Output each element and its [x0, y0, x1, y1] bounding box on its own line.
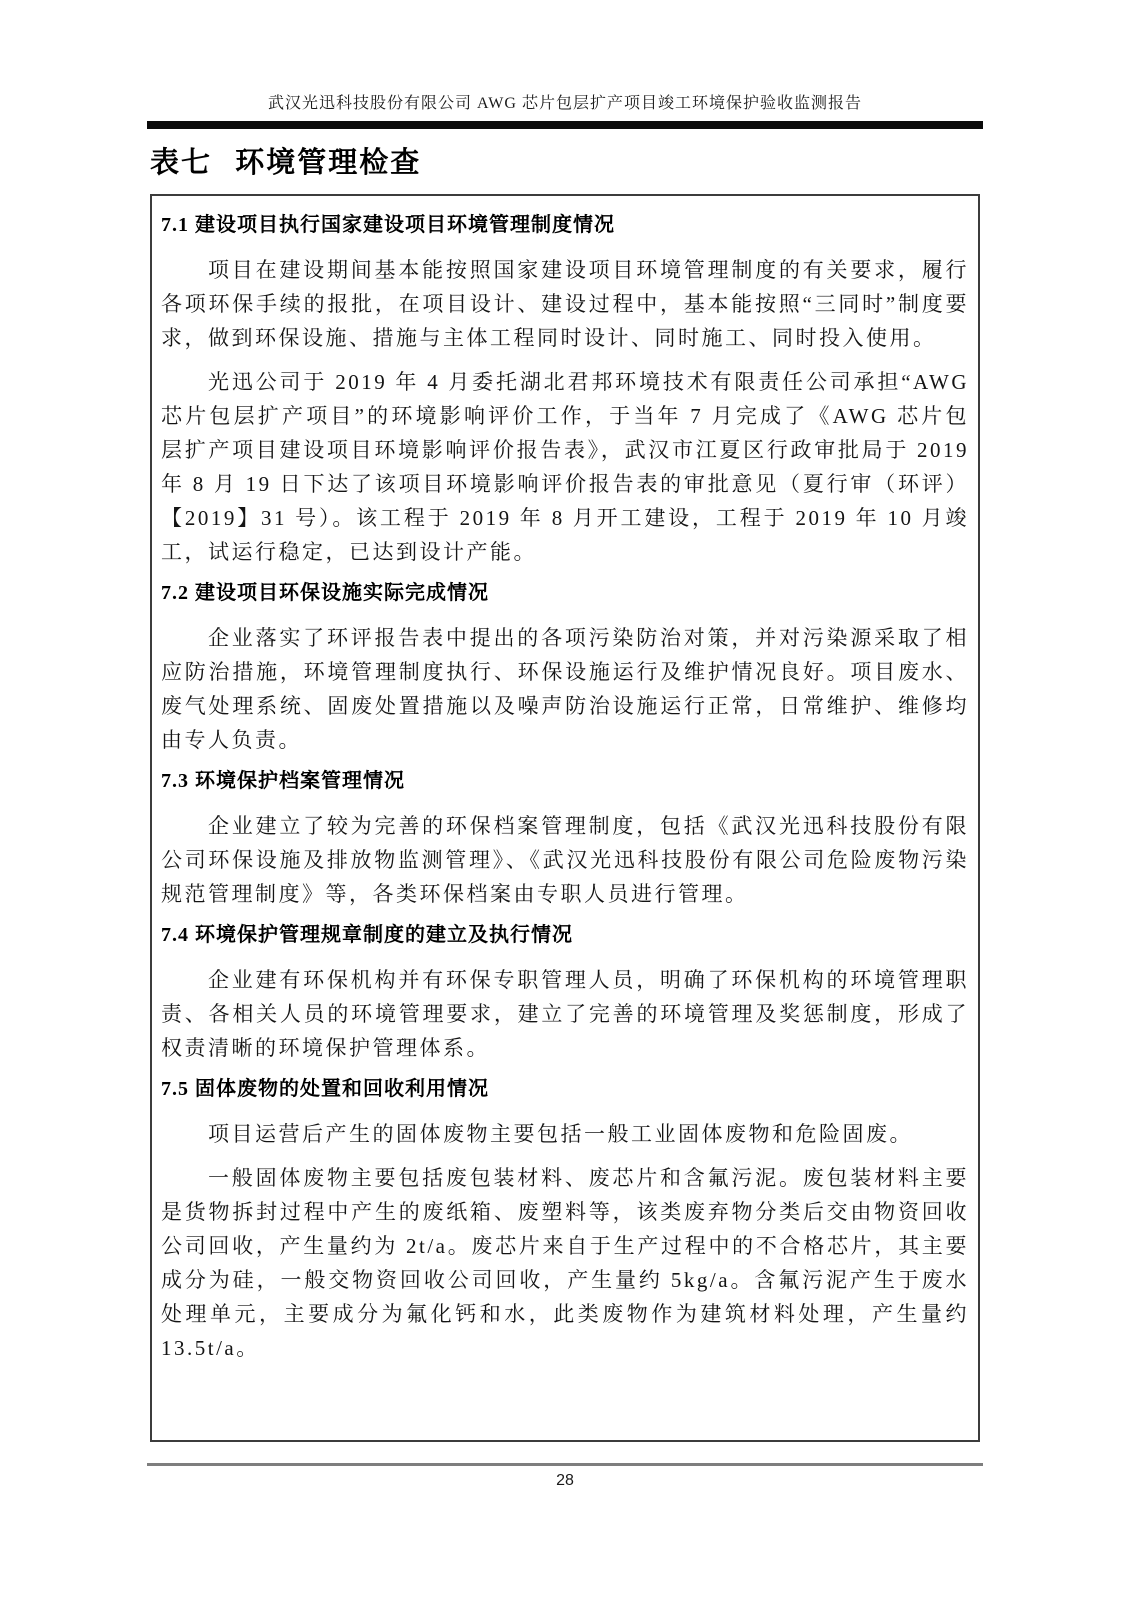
page-number: 28 [556, 1472, 574, 1489]
header-double-rule [147, 121, 983, 129]
section-7-1 [161, 211, 969, 569]
section-heading: 7.1 建设项目执行国家建设项目环境管理制度情况 [161, 214, 615, 236]
section-paragraph: 企业建立了较为完善的环保档案管理制度，包括《武汉光迅科技股份有限公司环保设施及排放物监测管理》、《武汉光迅科技股份有限公司危险废物污染规范管理制度》等，各类环保档案由专职人员进行管理。 [161, 814, 969, 906]
section-paragraph: 项目运营后产生的固体废物主要包括一般工业固体废物和危险固废。 [208, 1122, 913, 1146]
section-7-2 [161, 579, 969, 757]
section-heading: 7.4 环境保护管理规章制度的建立及执行情况 [161, 924, 573, 946]
section-7-5 [161, 1075, 969, 1365]
section-heading: 7.3 环境保护档案管理情况 [161, 770, 405, 792]
section-7-3 [161, 767, 969, 911]
page-title: 表七 环境管理检查 [150, 147, 422, 179]
footer-rule [147, 1463, 983, 1466]
report-table-box [150, 194, 980, 1442]
section-paragraph: 一般固体废物主要包括废包装材料、废芯片和含氟污泥。废包装材料主要是货物拆封过程中产生的废纸箱、废塑料等，该类废弃物分类后交由物资回收公司回收，产生量约为 2t/a。废芯片来自于生产过程中的不合格芯片，其主要成分为硅，一般交物资回收公司回收，产生量约 5kg/a。含氟污泥产生于废水处理单元，主要成分为氟化钙和水，此类废物作为建筑材料处理，产生量约 13.5t/a。 [161, 1166, 969, 1360]
running-header: 武汉光迅科技股份有限公司 AWG 芯片包层扩产项目竣工环境保护验收监测报告 [268, 95, 862, 112]
section-heading: 7.5 固体废物的处置和回收利用情况 [161, 1078, 489, 1100]
section-paragraph: 项目在建设期间基本能按照国家建设项目环境管理制度的有关要求，履行各项环保手续的报批，在项目设计、建设过程中，基本能按照“三同时”制度要求，做到环保设施、措施与主体工程同时设计、同时施工、同时投入使用。 [161, 258, 969, 350]
page-content [147, 0, 983, 1490]
section-paragraph: 企业落实了环评报告表中提出的各项污染防治对策，并对污染源采取了相应防治措施，环境管理制度执行、环保设施运行及维护情况良好。项目废水、废气处理系统、固废处置措施以及噪声防治设施运行正常，日常维护、维修均由专人负责。 [161, 626, 969, 752]
section-paragraph: 企业建有环保机构并有环保专职管理人员，明确了环保机构的环境管理职责、各相关人员的环境管理要求，建立了完善的环境管理及奖惩制度，形成了权责清晰的环境保护管理体系。 [161, 968, 969, 1060]
section-paragraph: 光迅公司于 2019 年 4 月委托湖北君邦环境技术有限责任公司承担“AWG 芯片包层扩产项目”的环境影响评价工作，于当年 7 月完成了《AWG 芯片包层扩产项目建设项目环境影响评价报告表》，武汉市江夏区行政审批局于 2019 年 8 月 19 日下达了该项目环境影响评价报告表的审批意见（夏行审（环评）【2019】31 号）。该工程于 2019 年 8 月开工建设，工程于 2019 年 10 月竣工，试运行稳定，已达到设计产能。 [161, 370, 969, 564]
section-7-4 [161, 921, 969, 1065]
section-heading: 7.2 建设项目环保设施实际完成情况 [161, 582, 489, 604]
